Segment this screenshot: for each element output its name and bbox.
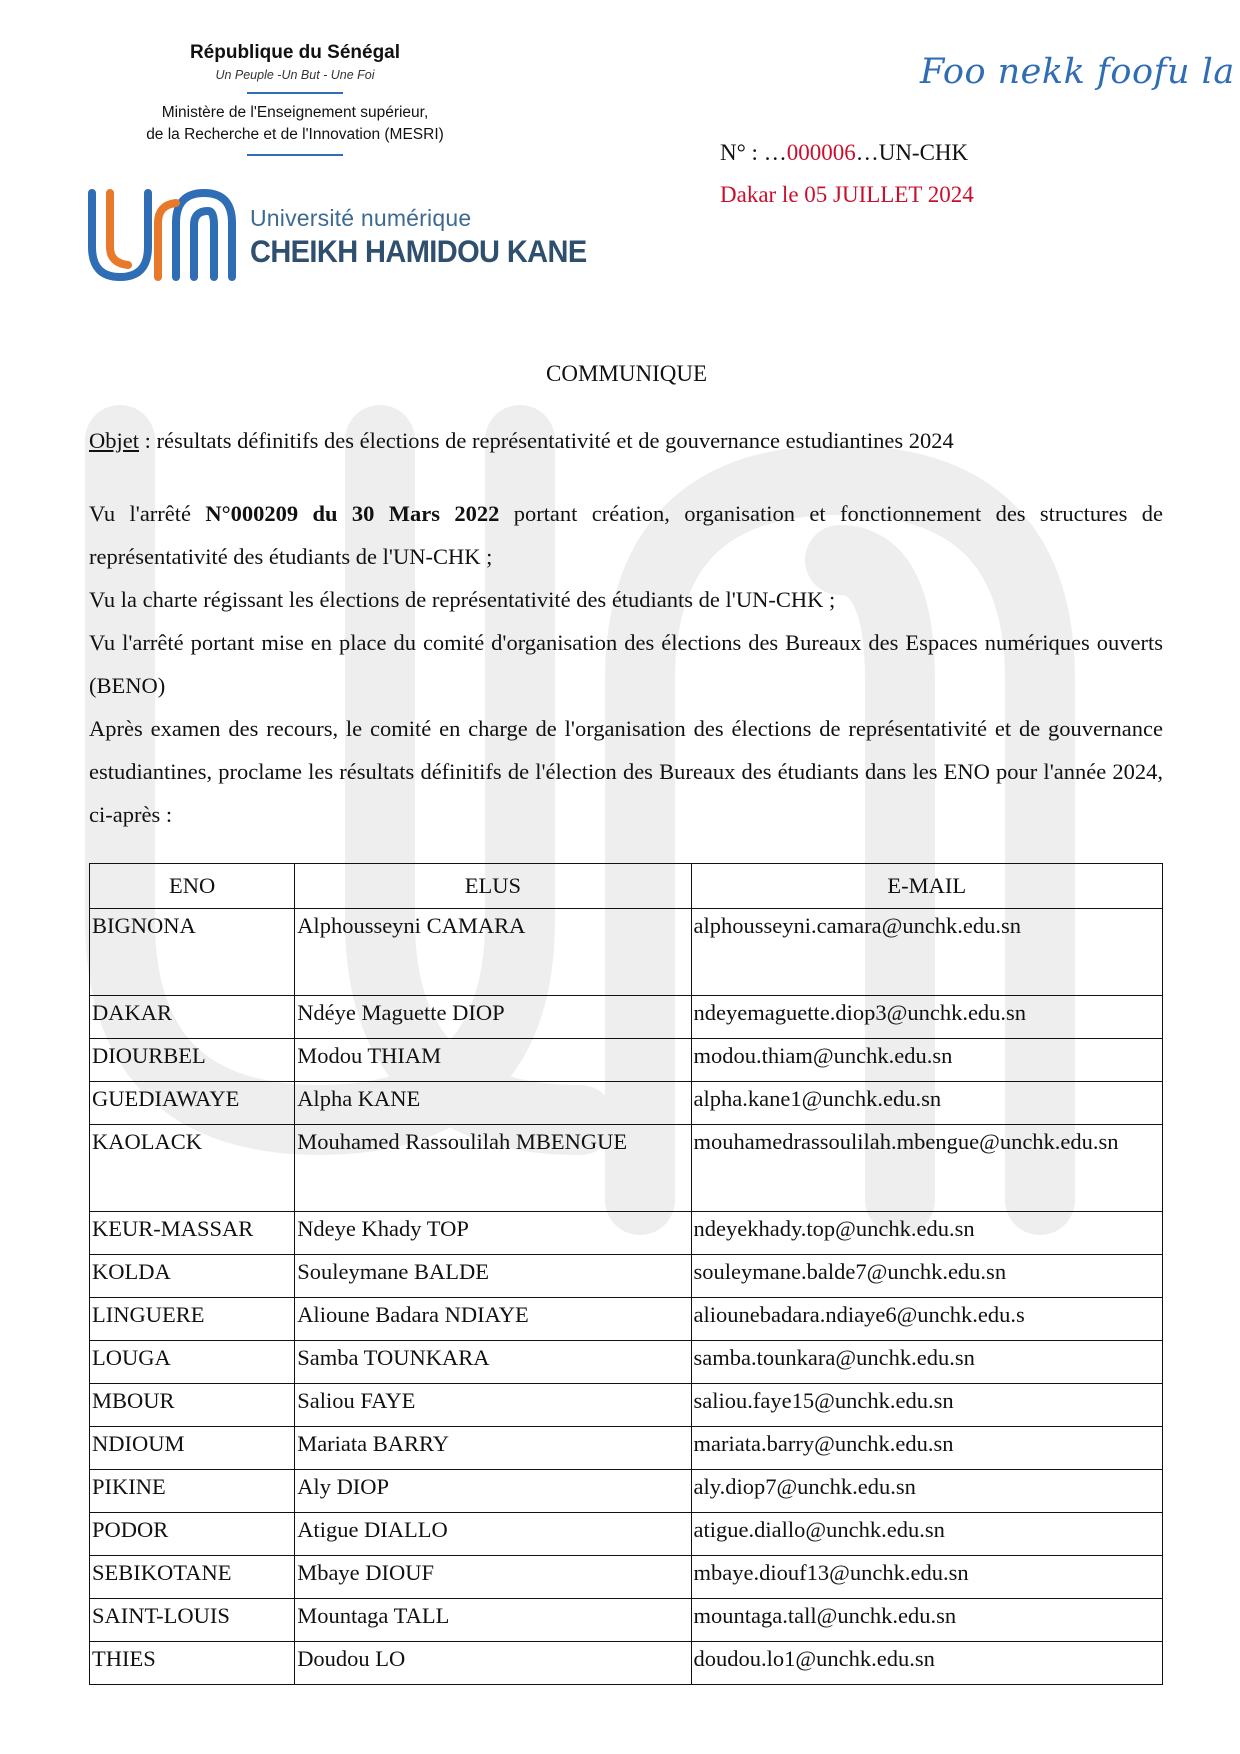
elu-cell: Aly DIOP <box>295 1470 691 1513</box>
header-divider-2 <box>247 154 343 156</box>
email-cell: mariata.barry@unchk.edu.sn <box>691 1427 1162 1470</box>
elu-cell: Alioune Badara NDIAYE <box>295 1298 691 1341</box>
ministry-line-1: Ministère de l'Enseignement supérieur, <box>161 104 429 121</box>
ministry-line-2: de la Recherche et de l'Innovation (MESRI) <box>146 126 444 143</box>
eno-cell: SEBIKOTANE <box>90 1556 295 1599</box>
paragraph-decree <box>89 492 1163 578</box>
table-row <box>90 909 1163 996</box>
email-cell: ndeyemaguette.diop3@unchk.edu.sn <box>691 996 1162 1039</box>
eno-cell: BIGNONA <box>90 909 295 996</box>
eno-cell: PIKINE <box>90 1470 295 1513</box>
eno-cell: KEUR-MASSAR <box>90 1212 295 1255</box>
eno-cell: NDIOUM <box>90 1427 295 1470</box>
eno-cell: MBOUR <box>90 1384 295 1427</box>
elu-cell: Alphousseyni CAMARA <box>295 909 691 996</box>
document-title: COMMUNIQUE <box>546 361 707 386</box>
email-cell: mountaga.tall@unchk.edu.sn <box>691 1599 1162 1642</box>
elu-cell: Mbaye DIOUF <box>295 1556 691 1599</box>
table-row <box>90 1082 1163 1125</box>
elu-cell: Alpha KANE <box>295 1082 691 1125</box>
elu-cell: Doudou LO <box>295 1642 691 1685</box>
eno-cell: GUEDIAWAYE <box>90 1082 295 1125</box>
paragraph-results: Après examen des recours, le comité en charge de l'organisation des élections de représentativité et de gouvernance estudiantines, proclame les résultats définitifs de l'élection des Bureaux des étudiants dans les ENO pour l'année 2024, ci-après : <box>89 716 1163 827</box>
document-body <box>89 492 1163 836</box>
header-divider <box>247 92 343 94</box>
email-cell: mbaye.diouf13@unchk.edu.sn <box>691 1556 1162 1599</box>
university-name-line-2: CHEIKH HAMIDOU KANE <box>250 235 587 270</box>
slogan: Foo nekk foofu la <box>920 52 1235 92</box>
subject-text: : résultats définitifs des élections de représentativité et de gouvernance estudiantines 2024 <box>139 428 954 453</box>
subject-label: Objet <box>89 428 139 453</box>
university-name-line-1: Université numérique <box>250 205 472 231</box>
eno-cell: KOLDA <box>90 1255 295 1298</box>
document-date: Dakar le 05 JUILLET 2024 <box>720 182 974 207</box>
elu-cell: Modou THIAM <box>295 1039 691 1082</box>
email-cell: modou.thiam@unchk.edu.sn <box>691 1039 1162 1082</box>
email-cell: doudou.lo1@unchk.edu.sn <box>691 1642 1162 1685</box>
reference-number-value: 000006 <box>786 140 856 165</box>
elu-cell: Atigue DIALLO <box>295 1513 691 1556</box>
elu-cell: Samba TOUNKARA <box>295 1341 691 1384</box>
email-cell: mouhamedrassoulilah.mbengue@unchk.edu.sn <box>691 1125 1162 1212</box>
table-row <box>90 1556 1163 1599</box>
table-row <box>90 996 1163 1039</box>
table-row <box>90 1427 1163 1470</box>
decree-text: portant création, organisation et fonctionnement des structures de représentativité des étudiants de l'UN-CHK ; <box>89 501 1163 569</box>
column-header-email: E-MAIL <box>691 864 1162 909</box>
elu-cell: Saliou FAYE <box>295 1384 691 1427</box>
elu-cell: Ndeye Khady TOP <box>295 1212 691 1255</box>
eno-cell: DIOURBEL <box>90 1039 295 1082</box>
national-motto: Un Peuple -Un But - Une Foi <box>215 68 375 82</box>
eno-cell: LINGUERE <box>90 1298 295 1341</box>
decree-reference: N°000209 du 30 Mars 2022 <box>205 501 500 526</box>
email-cell: saliou.faye15@unchk.edu.sn <box>691 1384 1162 1427</box>
email-cell: ndeyekhady.top@unchk.edu.sn <box>691 1212 1162 1255</box>
table-row <box>90 1384 1163 1427</box>
paragraph-committee: Vu l'arrêté portant mise en place du comité d'organisation des élections des Bureaux des Espaces numériques ouverts (BENO) <box>89 630 1163 698</box>
results-table <box>89 863 1163 1685</box>
eno-cell: PODOR <box>90 1513 295 1556</box>
email-cell: souleymane.balde7@unchk.edu.sn <box>691 1255 1162 1298</box>
decree-intro: Vu l'arrêté <box>89 501 206 526</box>
column-header-elus: ELUS <box>295 864 691 909</box>
reference-suffix: …UN-CHK <box>855 140 969 165</box>
email-cell: samba.tounkara@unchk.edu.sn <box>691 1341 1162 1384</box>
elu-cell: Ndéye Maguette DIOP <box>295 996 691 1039</box>
table-row <box>90 1642 1163 1685</box>
republic-name: République du Sénégal <box>189 42 401 63</box>
table-header-row <box>90 864 1163 909</box>
table-row <box>90 1513 1163 1556</box>
column-header-eno: ENO <box>90 864 295 909</box>
reference-number <box>720 140 968 166</box>
email-cell: aliounebadara.ndiaye6@unchk.edu.s <box>691 1298 1162 1341</box>
table-row <box>90 1255 1163 1298</box>
table-row <box>90 1298 1163 1341</box>
email-cell: alpha.kane1@unchk.edu.sn <box>691 1082 1162 1125</box>
elu-cell: Mouhamed Rassoulilah MBENGUE <box>295 1125 691 1212</box>
email-cell: aly.diop7@unchk.edu.sn <box>691 1470 1162 1513</box>
table-row <box>90 1039 1163 1082</box>
eno-cell: KAOLACK <box>90 1125 295 1212</box>
elu-cell: Mariata BARRY <box>295 1427 691 1470</box>
table-row <box>90 1470 1163 1513</box>
elu-cell: Mountaga TALL <box>295 1599 691 1642</box>
email-cell: atigue.diallo@unchk.edu.sn <box>691 1513 1162 1556</box>
table-row <box>90 1599 1163 1642</box>
eno-cell: THIES <box>90 1642 295 1685</box>
eno-cell: DAKAR <box>90 996 295 1039</box>
paragraph-charter: Vu la charte régissant les élections de représentativité des étudiants de l'UN-CHK ; <box>89 587 836 612</box>
table-row <box>90 1341 1163 1384</box>
eno-cell: SAINT-LOUIS <box>90 1599 295 1642</box>
header-left-block <box>80 40 510 164</box>
email-cell: alphousseyni.camara@unchk.edu.sn <box>691 909 1162 996</box>
eno-cell: LOUGA <box>90 1341 295 1384</box>
table-row <box>90 1125 1163 1212</box>
table-row <box>90 1212 1163 1255</box>
document-subject <box>89 428 954 454</box>
reference-prefix: N° : … <box>720 140 787 165</box>
elu-cell: Souleymane BALDE <box>295 1255 691 1298</box>
